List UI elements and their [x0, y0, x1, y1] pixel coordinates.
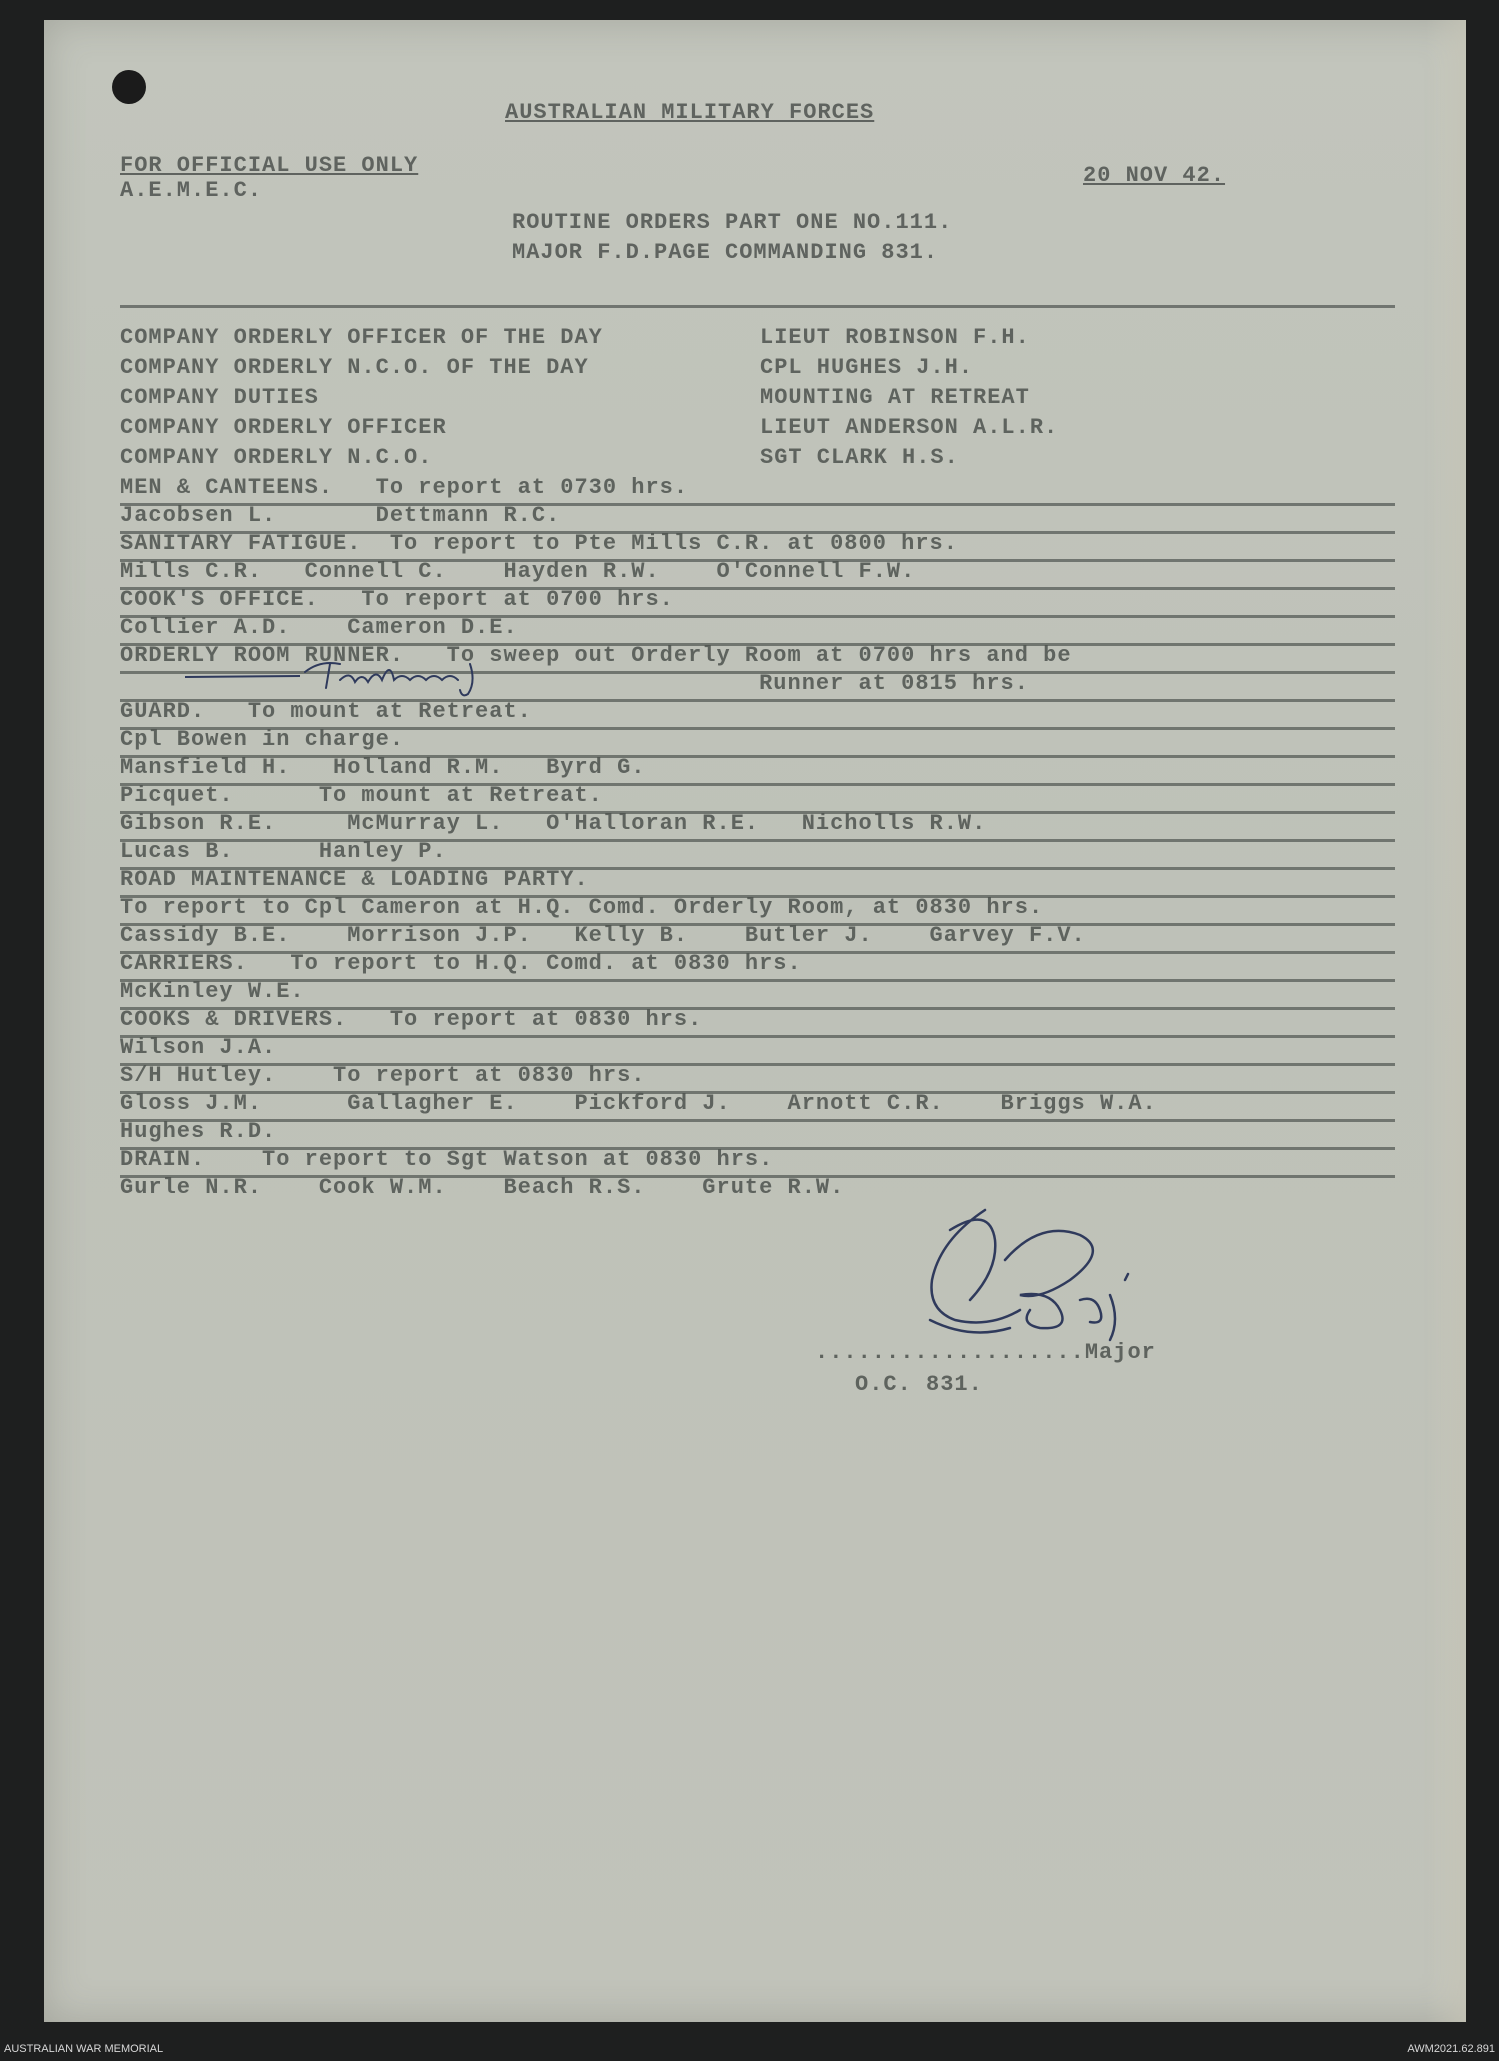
duty-name: LIEUT ROBINSON F.H. [760, 325, 1030, 350]
order-line: Hughes R.D. [120, 1119, 277, 1144]
order-line: Gibson R.E. McMurray L. O'Halloran R.E. Nicholls R.W. [120, 811, 987, 836]
duty-name: SGT CLARK H.S. [760, 445, 959, 470]
classification-label: FOR OFFICIAL USE ONLY [120, 153, 419, 178]
order-line: Cpl Bowen in charge. [120, 727, 405, 752]
order-line: Jacobsen L. Dettmann R.C. [120, 503, 561, 528]
order-line: Wilson J.A. [120, 1035, 277, 1060]
order-line: GUARD. To mount at Retreat. [120, 699, 532, 724]
order-line: S/H Hutley. To report at 0830 hrs. [120, 1063, 646, 1088]
order-line: DRAIN. To report to Sgt Watson at 0830 hrs. [120, 1147, 774, 1172]
commander-line: MAJOR F.D.PAGE COMMANDING 831. [512, 240, 939, 265]
date-label: 20 NOV 42. [1083, 163, 1226, 188]
duty-name: LIEUT ANDERSON A.L.R. [760, 415, 1059, 440]
order-line: MEN & CANTEENS. To report at 0730 hrs. [120, 475, 689, 500]
order-line: Picquet. To mount at Retreat. [120, 783, 603, 808]
duty-role: COMPANY ORDERLY OFFICER OF THE DAY [120, 325, 603, 350]
order-line: CARRIERS. To report to H.Q. Comd. at 0830 hrs. [120, 951, 802, 976]
duty-role: COMPANY DUTIES [120, 385, 319, 410]
order-line: Mills C.R. Connell C. Hayden R.W. O'Connell F.W. [120, 559, 916, 584]
footer-catalogue-number: AWM2021.62.891 [1407, 2043, 1495, 2055]
order-line: Runner at 0815 hrs. [120, 671, 1029, 696]
order-line: COOKS & DRIVERS. To report at 0830 hrs. [120, 1007, 703, 1032]
order-line: Gurle N.R. Cook W.M. Beach R.S. Grute R.W. [120, 1175, 845, 1200]
order-line: ROAD MAINTENANCE & LOADING PARTY. [120, 867, 589, 892]
order-line: COOK'S OFFICE. To report at 0700 hrs. [120, 587, 674, 612]
order-line: SANITARY FATIGUE. To report to Pte Mills C.R. at 0800 hrs. [120, 531, 958, 556]
signature [910, 1200, 1190, 1360]
signature-title: O.C. 831. [855, 1372, 983, 1397]
duty-name: CPL HUGHES J.H. [760, 355, 974, 380]
orders-title: ROUTINE ORDERS PART ONE NO.111. [512, 210, 953, 235]
duty-role: COMPANY ORDERLY N.C.O. [120, 445, 433, 470]
order-line: Gloss J.M. Gallagher E. Pickford J. Arnott C.R. Briggs W.A. [120, 1091, 1157, 1116]
signature-dots-line: ...................Major [815, 1340, 1156, 1365]
header-divider [120, 305, 1395, 308]
handwritten-note [180, 650, 540, 700]
punch-hole [112, 70, 146, 104]
footer-credit: AUSTRALIAN WAR MEMORIAL [4, 2043, 164, 2055]
document-title: AUSTRALIAN MILITARY FORCES [505, 100, 875, 125]
order-line: Lucas B. Hanley P. [120, 839, 447, 864]
unit-label: A.E.M.E.C. [120, 178, 263, 203]
paper-edge [1426, 20, 1466, 2022]
order-line: To report to Cpl Cameron at H.Q. Comd. Orderly Room, at 0830 hrs. [120, 895, 1044, 920]
duty-role: COMPANY ORDERLY OFFICER [120, 415, 447, 440]
order-line: Cassidy B.E. Morrison J.P. Kelly B. Butler J. Garvey F.V. [120, 923, 1086, 948]
duty-name: MOUNTING AT RETREAT [760, 385, 1030, 410]
order-line: Mansfield H. Holland R.M. Byrd G. [120, 755, 646, 780]
order-line: Collier A.D. Cameron D.E. [120, 615, 518, 640]
order-line: McKinley W.E. [120, 979, 305, 1004]
order-line: ORDERLY ROOM RUNNER. To sweep out Orderly Room at 0700 hrs and be [120, 643, 1072, 668]
duty-role: COMPANY ORDERLY N.C.O. OF THE DAY [120, 355, 589, 380]
